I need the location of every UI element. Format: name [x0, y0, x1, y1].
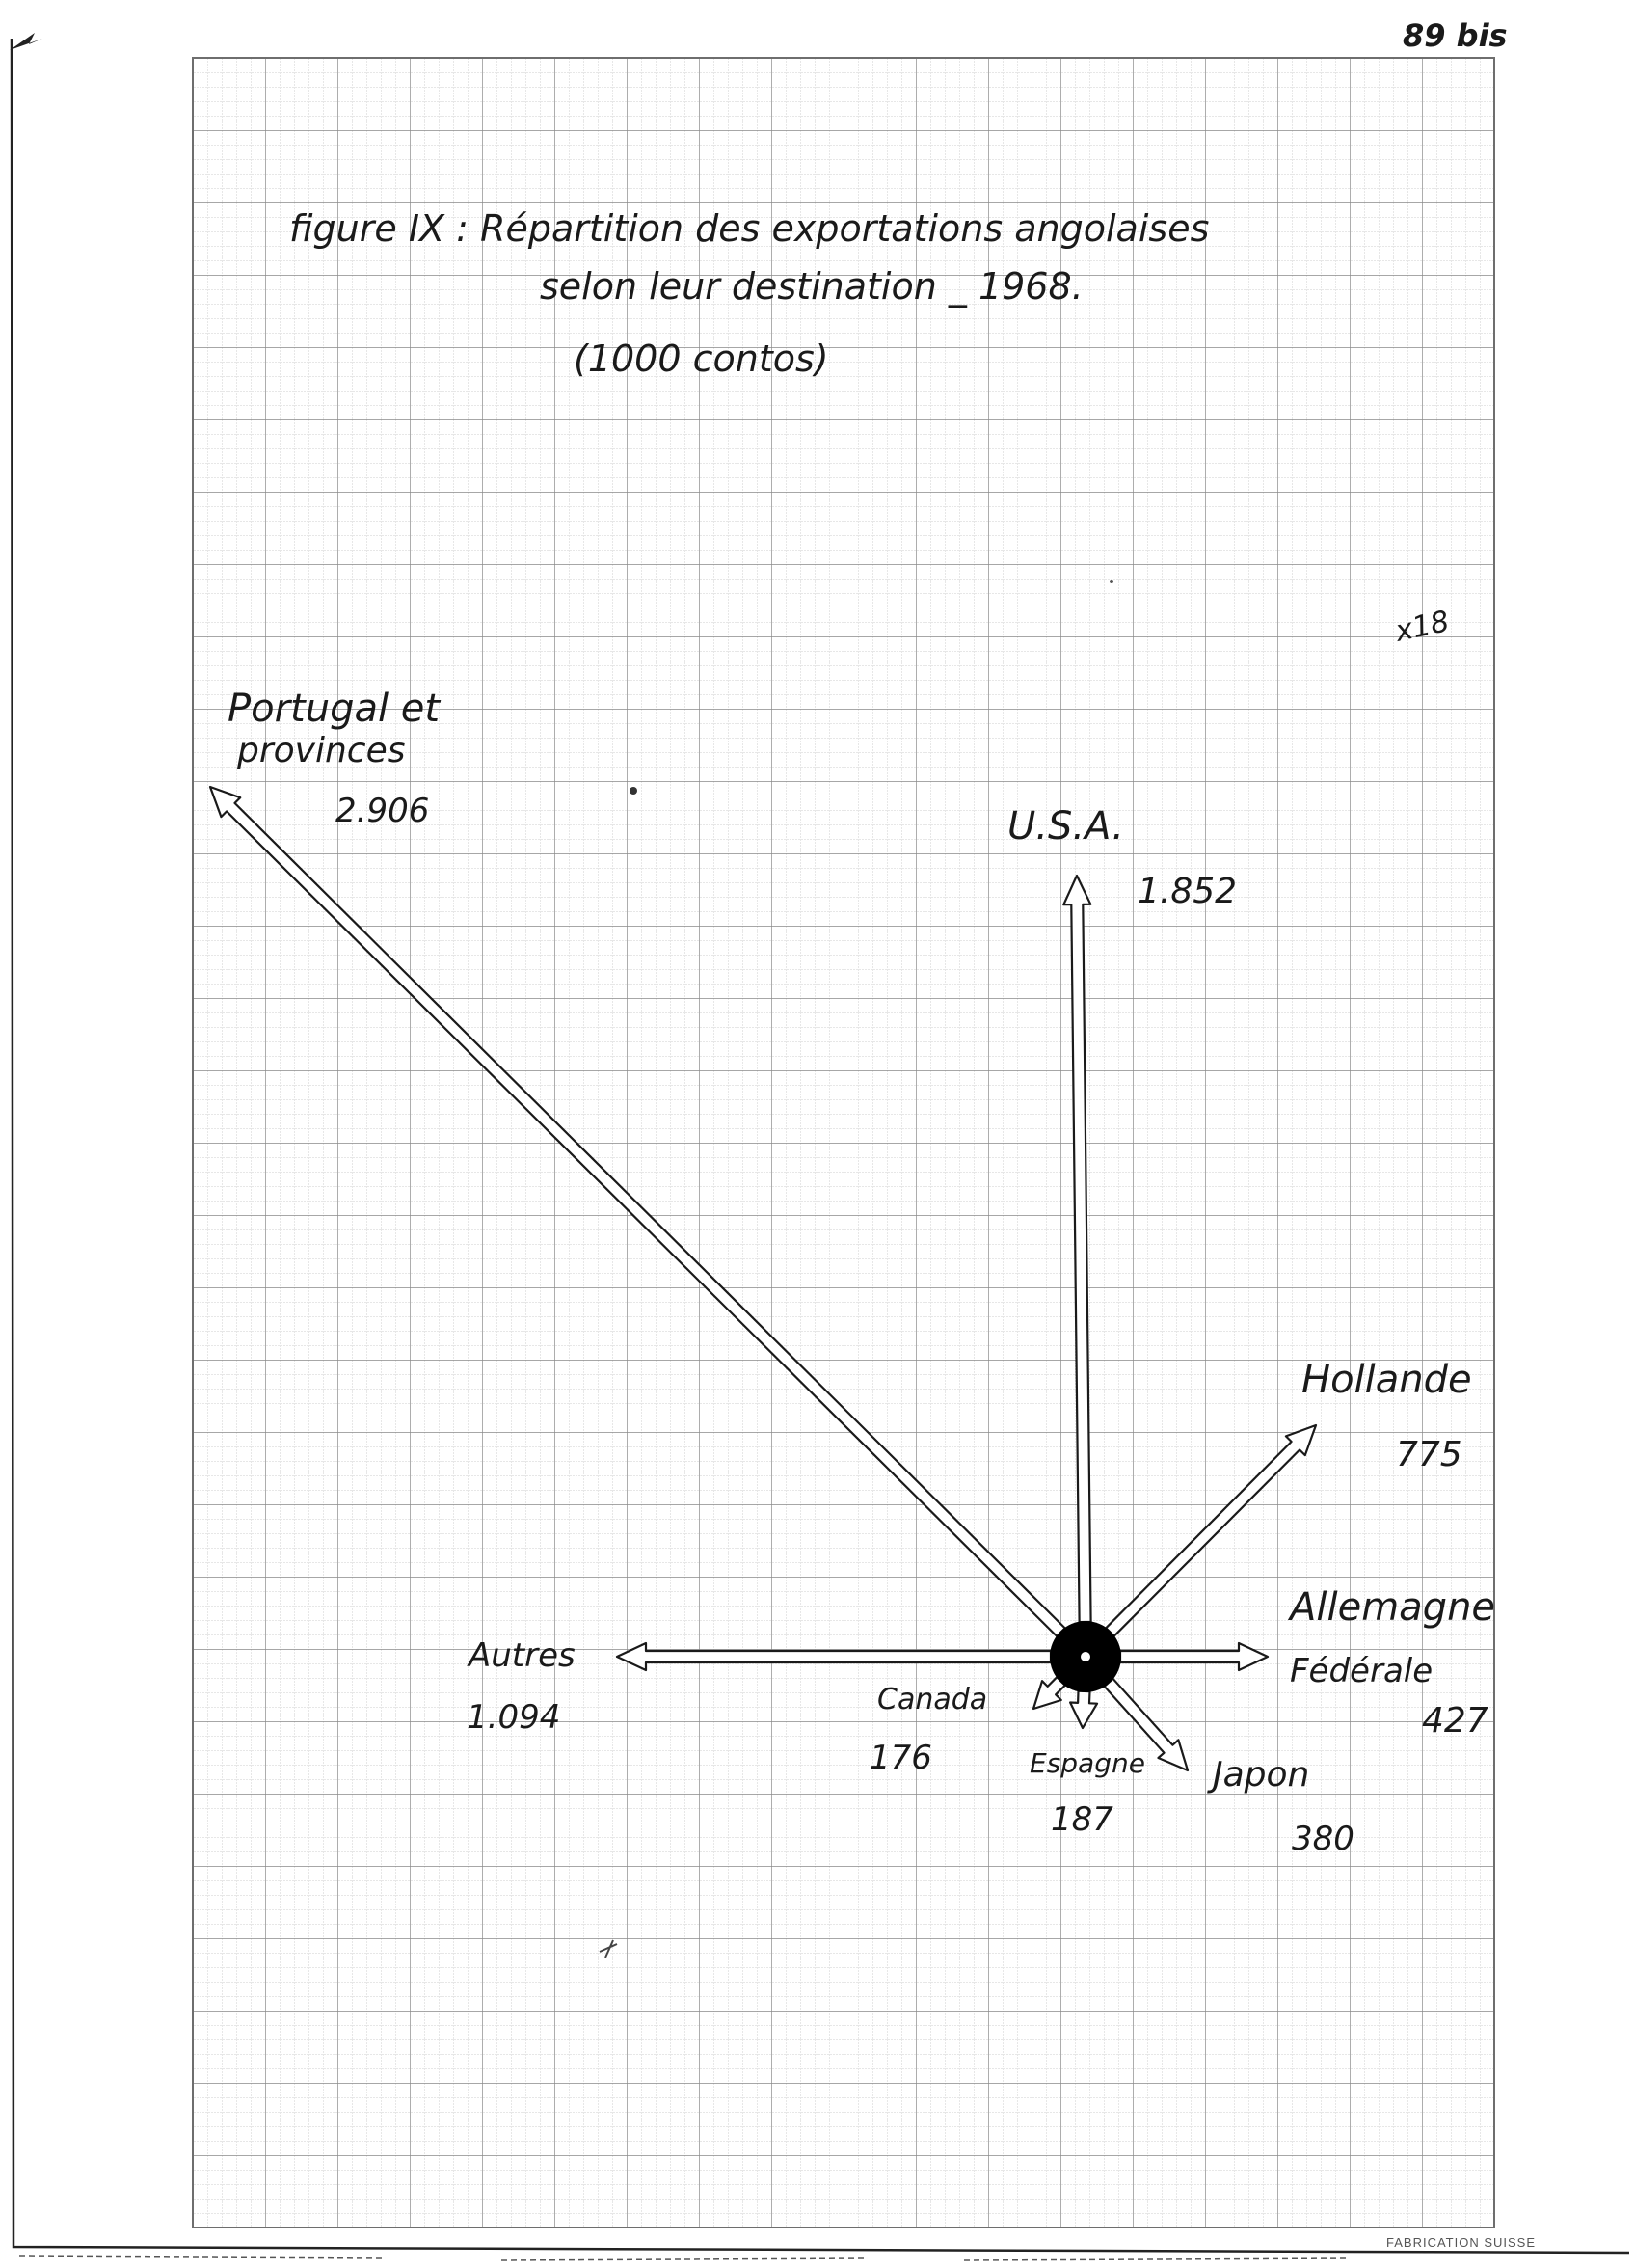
page-number: 89 bis: [1403, 17, 1508, 54]
paper-imprint: FABRICATION SUISSE: [1386, 2235, 1537, 2250]
origin-center: [1081, 1652, 1090, 1661]
label-espagne-line1: Espagne: [1030, 1747, 1145, 1779]
title-line-1: figure IX : Répartition des exportations angolaises: [289, 207, 1210, 250]
label-allemagne-line2: Fédérale: [1290, 1652, 1434, 1690]
pencil-mark-icon: [10, 33, 42, 50]
value-usa: 1.852: [1138, 872, 1238, 911]
label-usa-line1: U.S.A.: [1007, 804, 1124, 849]
value-japon: 380: [1292, 1820, 1354, 1858]
value-espagne: 187: [1051, 1800, 1113, 1839]
value-hollande: 775: [1396, 1435, 1462, 1474]
stray-dot: [630, 787, 637, 795]
bottom-edge: [19, 2256, 1350, 2260]
unit-label: (1000 contos): [574, 338, 829, 380]
label-portugal-line1: Portugal et: [228, 687, 441, 731]
label-portugal-line2: provinces: [237, 731, 406, 770]
scale-note: x18: [1392, 604, 1453, 649]
graph-paper-grid: [193, 58, 1494, 2228]
value-allemagne: 427: [1422, 1701, 1488, 1741]
stray-dot: [1110, 580, 1113, 583]
label-japon-line1: Japon: [1213, 1755, 1310, 1795]
label-autres-line1: Autres: [469, 1636, 576, 1675]
label-hollande-line1: Hollande: [1301, 1358, 1472, 1402]
title-line-2: selon leur destination _ 1968.: [540, 265, 1084, 308]
value-autres: 1.094: [467, 1698, 561, 1737]
value-canada: 176: [870, 1739, 932, 1777]
label-canada-line1: Canada: [877, 1683, 988, 1716]
label-allemagne-line1: Allemagne: [1290, 1585, 1496, 1630]
value-portugal: 2.906: [335, 792, 430, 830]
